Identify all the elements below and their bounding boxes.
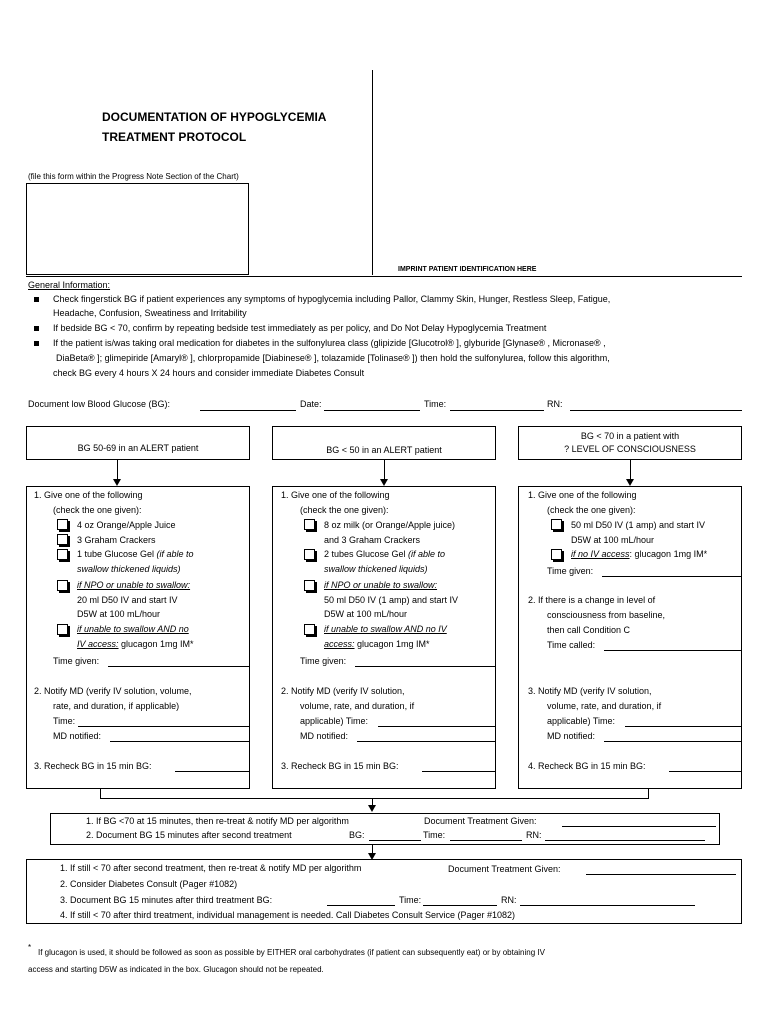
col2-step1-line2: (check the one given): [300, 505, 389, 515]
doc-date-label: Date: [300, 399, 322, 409]
col2-step2-time-field[interactable] [378, 726, 496, 727]
col3-step2-time-field[interactable] [604, 650, 742, 651]
bullet-icon [34, 326, 39, 331]
col2-step1-line1: 1. Give one of the following [281, 490, 390, 500]
imprint-label: IMPRINT PATIENT IDENTIFICATION HERE [398, 266, 537, 273]
col3-step2-time: Time called: [547, 640, 596, 650]
col2-step2-md: MD notified: [300, 731, 349, 741]
col1-time-given: Time given: [53, 656, 100, 666]
col1-opt5-line1: if unable to swallow AND no [77, 624, 189, 634]
col1-opt2: 3 Graham Crackers [77, 535, 156, 545]
col3-time-given: Time given: [547, 566, 594, 576]
col3-header-box [518, 426, 742, 460]
recheck-line1: 1. If BG <70 at 15 minutes, then re-treat & notify MD per algorithm [86, 816, 349, 826]
final-line2: 2. Consider Diabetes Consult (Pager #1082) [60, 879, 238, 889]
col3-step3-line3: applicable) Time: [547, 716, 616, 726]
doc-time-field[interactable] [450, 410, 544, 411]
col1-opt3b: (if able to [156, 549, 194, 559]
col2-opt3-line1: if NPO or unable to swallow: [324, 580, 438, 590]
col3-step2-line1: 2. If there is a change in level of [528, 595, 656, 605]
col1-opt5-line2 [77, 638, 194, 650]
col1-step2-md: MD notified: [53, 731, 102, 741]
col2-step2-line1: 2. Notify MD (verify IV solution, [281, 686, 405, 696]
col1-opt5-checkbox[interactable] [57, 624, 68, 635]
col3-step4: 4. Recheck BG in 15 min BG: [528, 761, 646, 771]
col2-opt4b: access: [324, 639, 355, 649]
col1-opt4-line3: D5W at 100 mL/hour [77, 609, 161, 619]
col2-opt1-checkbox[interactable] [304, 519, 315, 530]
col1-step3: 3. Recheck BG in 15 min BG: [34, 761, 152, 771]
final-rn-field[interactable] [520, 905, 695, 906]
col2-step3: 3. Recheck BG in 15 min BG: [281, 761, 399, 771]
final-line1: 1. If still < 70 after second treatment, then re-treat & notify MD per algorithm [60, 863, 362, 873]
col2-opt2-line1 [324, 548, 445, 560]
col3-step1-line1: 1. Give one of the following [528, 490, 637, 500]
col1-opt1-checkbox[interactable] [57, 519, 68, 530]
col1-opt1: 4 oz Orange/Apple Juice [77, 520, 176, 530]
col2-time-given: Time given: [300, 656, 347, 666]
header-rule [26, 276, 742, 277]
col3-step3-line1: 3. Notify MD (verify IV solution, [528, 686, 652, 696]
col3-opt1-checkbox[interactable] [551, 519, 562, 530]
final-bg-field[interactable] [327, 905, 395, 906]
col2-step2-line3: applicable) Time: [300, 716, 369, 726]
col3-step1-line2: (check the one given): [547, 505, 636, 515]
col1-step3-field[interactable] [175, 771, 250, 772]
col3-box [518, 486, 742, 789]
footnote-line1: If glucagon is used, it should be followed as soon as possible by EITHER oral carbohydrates (if patient can subsequently eat) or by obtaining IV [38, 948, 545, 957]
recheck-bg-field[interactable] [369, 840, 421, 841]
header-divider [372, 70, 373, 275]
col2-step2-line2: volume, rate, and duration, if [300, 701, 415, 711]
col1-step1-line2: (check the one given): [53, 505, 142, 515]
col1-step2-md-field[interactable] [110, 741, 250, 742]
form-title-line2: TREATMENT PROTOCOL [102, 130, 247, 144]
arrow-down-icon [626, 479, 634, 486]
col3-step2-line3: then call Condition C [547, 625, 631, 635]
label-box [26, 183, 249, 275]
bullet-icon [34, 341, 39, 346]
doc-date-field[interactable] [324, 410, 420, 411]
col3-step3-time-field[interactable] [625, 726, 742, 727]
col1-opt3a: 1 tube Glucose Gel [77, 549, 157, 559]
col1-opt4-line1: if NPO or unable to swallow: [77, 580, 191, 590]
recheck-line1-doc: Document Treatment Given: [424, 816, 537, 826]
recheck-rn-field[interactable] [545, 840, 705, 841]
final-time-field[interactable] [423, 905, 497, 906]
col1-header-box [26, 426, 250, 460]
col1-opt3-checkbox[interactable] [57, 549, 68, 560]
final-line1-doc: Document Treatment Given: [448, 864, 561, 874]
col3-opt2-checkbox[interactable] [551, 549, 562, 560]
col1-opt3-line2: swallow thickened liquids) [77, 564, 181, 574]
col2-opt3-checkbox[interactable] [304, 580, 315, 591]
col2-opt4-line2 [324, 638, 430, 650]
col2-opt2-checkbox[interactable] [304, 549, 315, 560]
recheck-bg-label: BG: [349, 830, 365, 840]
general-bullet3-line3: check BG every 4 hours X 24 hours and consider immediate Diabetes Consult [53, 368, 365, 378]
col3-opt1-line1: 50 ml D50 IV (1 amp) and start IV [571, 520, 706, 530]
col2-opt1-line1: 8 oz milk (or Orange/Apple juice) [324, 520, 456, 530]
recheck-line2: 2. Document BG 15 minutes after second treatment [86, 830, 292, 840]
col3-opt2a: if no IV access [571, 549, 630, 559]
doc-bg-label: Document low Blood Glucose (BG): [28, 399, 171, 409]
col2-opt2a: 2 tubes Glucose Gel [324, 549, 409, 559]
col3-step3-md-field[interactable] [604, 741, 742, 742]
doc-rn-field[interactable] [570, 410, 742, 411]
col2-opt4-checkbox[interactable] [304, 624, 315, 635]
col2-time-given-field[interactable] [355, 666, 496, 667]
general-heading: General Information: [28, 280, 111, 290]
col1-step2-line1: 2. Notify MD (verify IV solution, volume, [34, 686, 192, 696]
col1-opt4-checkbox[interactable] [57, 580, 68, 591]
col2-opt3-line3: D5W at 100 mL/hour [324, 609, 408, 619]
form-title-line1: DOCUMENTATION OF HYPOGLYCEMIA [102, 110, 327, 124]
arrow-line [630, 460, 631, 480]
arrow-down-icon [380, 479, 388, 486]
col2-header: BG < 50 in an ALERT patient [326, 445, 442, 455]
col3-step3-line2: volume, rate, and duration, if [547, 701, 662, 711]
recheck-time-label: Time: [423, 830, 446, 840]
col3-opt1-line2: D5W at 100 mL/hour [571, 535, 655, 545]
general-bullet3-line1: If the patient is/was taking oral medication for diabetes in the sulfonylurea class (glipizide [Glucotrol® ], glyburide [Glynase® , Micronase® , [53, 338, 606, 348]
col2-step2-md-field[interactable] [357, 741, 496, 742]
recheck-time-field[interactable] [450, 840, 522, 841]
col2-opt2-line2: swallow thickened liquids) [324, 564, 428, 574]
col1-time-given-field[interactable] [108, 666, 250, 667]
arrow-down-icon [368, 805, 376, 812]
recheck-rn-label: RN: [526, 830, 542, 840]
general-bullet3-line2: DiaBeta® ]; glimepiride [Amaryl® ], chlorpropamide [Diabinese® ], tolazamide [Tolinase® ]) then hold the sulfonylurea, follow this algorithm, [56, 353, 610, 363]
final-doc-field[interactable] [586, 874, 736, 875]
col1-opt3-line1 [77, 548, 194, 560]
col3-step3-md: MD notified: [547, 731, 596, 741]
col2-opt2b: (if able to [408, 549, 446, 559]
col1-step2-time: Time: [53, 716, 76, 726]
col2-opt1-line2: and 3 Graham Crackers [324, 535, 421, 545]
doc-rn-label: RN: [547, 399, 563, 409]
col1-step2-time-field[interactable] [78, 726, 250, 727]
final-line4: 4. If still < 70 after third treatment, individual management is needed. Call Diabetes Consult Service (Pager #1082) [60, 910, 515, 920]
general-bullet1-line2: Headache, Confusion, Sweatiness and Irritability [53, 308, 247, 318]
general-bullet1-line1: Check fingerstick BG if patient experiences any symptoms of hypoglycemia including Pallor, Clammy Skin, Hunger, Restless Sleep, Fatigue, [53, 294, 611, 304]
recheck-doc-field[interactable] [562, 826, 716, 827]
col2-opt3-line2: 50 ml D50 IV (1 amp) and start IV [324, 595, 459, 605]
file-note: (file this form within the Progress Note Section of the Chart) [28, 172, 239, 181]
footnote-line2: access and starting D5W as indicated in the box. Glucagon should not be repeated. [28, 965, 324, 974]
col1-opt5b: IV access: [77, 639, 119, 649]
bullet-icon [34, 297, 39, 302]
col1-opt5c: glucagon 1mg IM* [118, 639, 194, 649]
col3-header-line2: ? LEVEL OF CONSCIOUSNESS [564, 444, 696, 454]
col3-step4-field[interactable] [669, 771, 742, 772]
col3-time-given-field[interactable] [602, 576, 742, 577]
col3-opt2 [571, 548, 707, 560]
doc-bg-field[interactable] [200, 410, 296, 411]
arrow-line [117, 460, 118, 480]
final-time-label: Time: [399, 895, 422, 905]
col3-step2-line2: consciousness from baseline, [547, 610, 666, 620]
col1-opt4-line2: 20 ml D50 IV and start IV [77, 595, 178, 605]
col1-header: BG 50-69 in an ALERT patient [77, 443, 199, 453]
footnote-mark: * [28, 943, 32, 952]
col1-step1-line1: 1. Give one of the following [34, 490, 143, 500]
col2-step3-field[interactable] [422, 771, 496, 772]
arrow-down-icon [113, 479, 121, 486]
col1-opt2-checkbox[interactable] [57, 534, 68, 545]
col3-opt2b: : glucagon 1mg IM* [629, 549, 708, 559]
final-rn-label: RN: [501, 895, 517, 905]
col2-header-box [272, 426, 496, 460]
doc-time-label: Time: [424, 399, 447, 409]
merge-line [100, 798, 649, 799]
general-bullet2: If bedside BG < 70, confirm by repeating bedside test immediately as per policy, and Do Not Delay Hypoglycemia Treatment [53, 323, 547, 333]
col3-header-line1: BG < 70 in a patient with [580, 431, 680, 441]
col2-opt4c: glucagon 1mg IM* [354, 639, 430, 649]
arrow-line [384, 460, 385, 480]
final-line3: 3. Document BG 15 minutes after third treatment BG: [60, 895, 273, 905]
col1-step2-line2: rate, and duration, if applicable) [53, 701, 180, 711]
col2-opt4-line1: if unable to swallow AND no IV [324, 624, 447, 634]
